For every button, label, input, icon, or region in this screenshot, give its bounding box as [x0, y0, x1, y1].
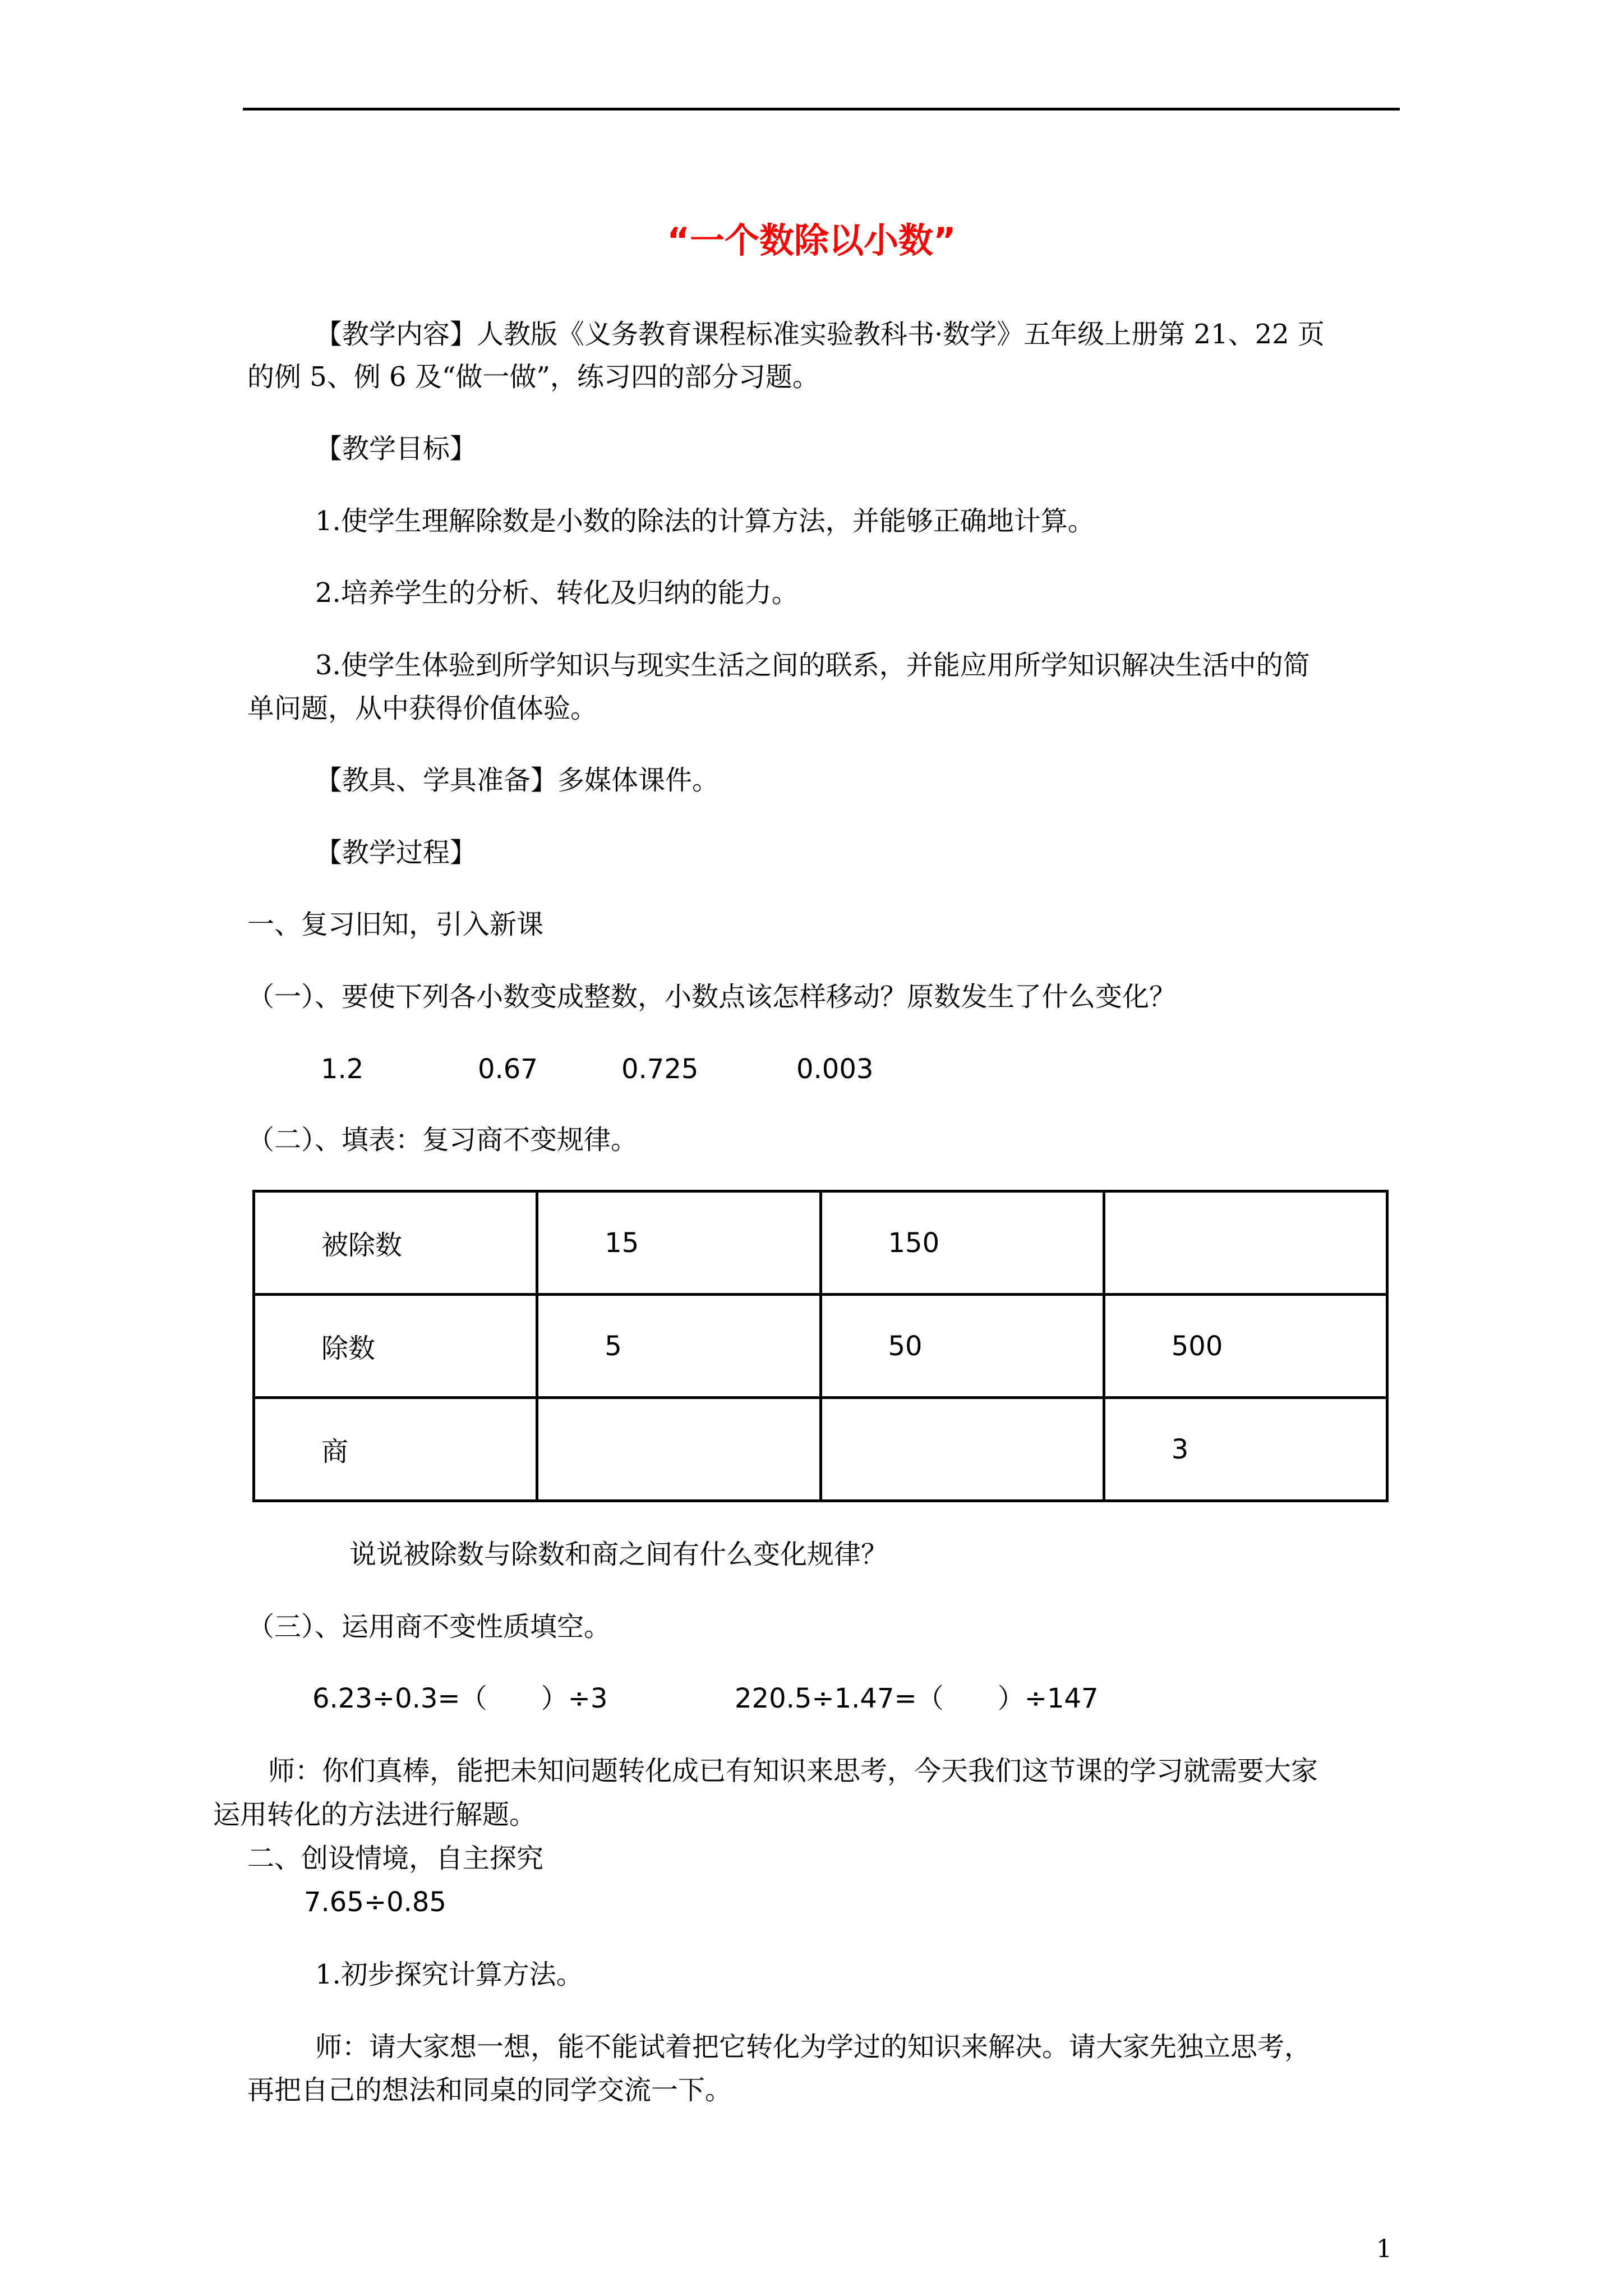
teacher-remark-1-line-1: 师：你们真棒，能把未知问题转化成已有知识来思考，今天我们这节课的学习就需要大家	[268, 1755, 1318, 1787]
question-1: （一）、要使下列各小数变成整数，小数点该怎样移动？原数发生了什么变化？	[247, 981, 1177, 1013]
teacher-remark-2-line-2: 再把自己的想法和同桌的同学交流一下。	[247, 2074, 732, 2106]
header-rule	[243, 108, 1400, 111]
goal-3-line-2: 单问题，从中获得价值体验。	[247, 693, 598, 724]
table-cell: 被除数	[254, 1191, 537, 1295]
table-cell: 3	[1104, 1398, 1387, 1501]
goals-heading: 【教学目标】	[315, 433, 477, 464]
table-cell	[820, 1398, 1104, 1501]
section-1-heading: 一、复习旧知，引入新课	[247, 909, 544, 940]
table-cell	[1104, 1191, 1387, 1295]
goal-2: 2.培养学生的分析、转化及归纳的能力。	[315, 577, 799, 609]
page-title: “一个数除以小数”	[667, 220, 956, 261]
goal-1: 1.使学生理解除数是小数的除法的计算方法，并能够正确地计算。	[315, 505, 1095, 537]
table-row	[254, 1295, 1387, 1398]
question-3: （三）、运用商不变性质填空。	[247, 1611, 611, 1642]
quotient-table	[252, 1190, 1389, 1502]
table-cell: 50	[820, 1295, 1104, 1398]
table-row	[254, 1191, 1387, 1295]
process-heading: 【教学过程】	[315, 837, 477, 868]
page-number: 1	[1376, 2235, 1392, 2263]
goal-3-line-1: 3.使学生体验到所学知识与现实生活之间的联系，并能应用所学知识解决生活中的简	[315, 650, 1310, 681]
division-expression: 7.65÷0.85	[304, 1887, 446, 1918]
number-4: 0.003	[796, 1053, 874, 1085]
equation-2: 220.5÷1.47=（ ）÷147	[735, 1683, 1099, 1714]
content-line-2: 的例 5、例 6 及“做一做”，练习四的部分习题。	[247, 361, 819, 393]
step-1: 1.初步探究计算方法。	[315, 1959, 583, 1990]
section-2-heading: 二、创设情境，自主探究	[247, 1843, 544, 1874]
question-2: （二）、填表：复习商不变规律。	[247, 1124, 638, 1156]
content-line-1: 【教学内容】人教版《义务教育课程标准实验教科书·数学》五年级上册第 21、22 页	[315, 319, 1325, 350]
tools-line: 【教具、学具准备】多媒体课件。	[315, 765, 720, 796]
table-cell: 5	[537, 1295, 820, 1398]
table-row	[254, 1398, 1387, 1501]
teacher-remark-2-line-1: 师：请大家想一想，能不能试着把它转化为学过的知识来解决。请大家先独立思考，	[315, 2031, 1312, 2063]
number-1: 1.2	[321, 1053, 364, 1085]
number-2: 0.67	[478, 1053, 538, 1085]
table-cell: 15	[537, 1191, 820, 1295]
table-cell	[537, 1398, 820, 1501]
after-table-question: 说说被除数与除数和商之间有什么变化规律？	[349, 1539, 888, 1570]
table-cell: 商	[254, 1398, 537, 1501]
table-cell: 150	[820, 1191, 1104, 1295]
table-cell: 500	[1104, 1295, 1387, 1398]
teacher-remark-1-line-2: 运用转化的方法进行解题。	[213, 1799, 537, 1830]
equation-1: 6.23÷0.3=（ ）÷3	[312, 1683, 608, 1714]
table-cell: 除数	[254, 1295, 537, 1398]
number-3: 0.725	[621, 1053, 699, 1085]
